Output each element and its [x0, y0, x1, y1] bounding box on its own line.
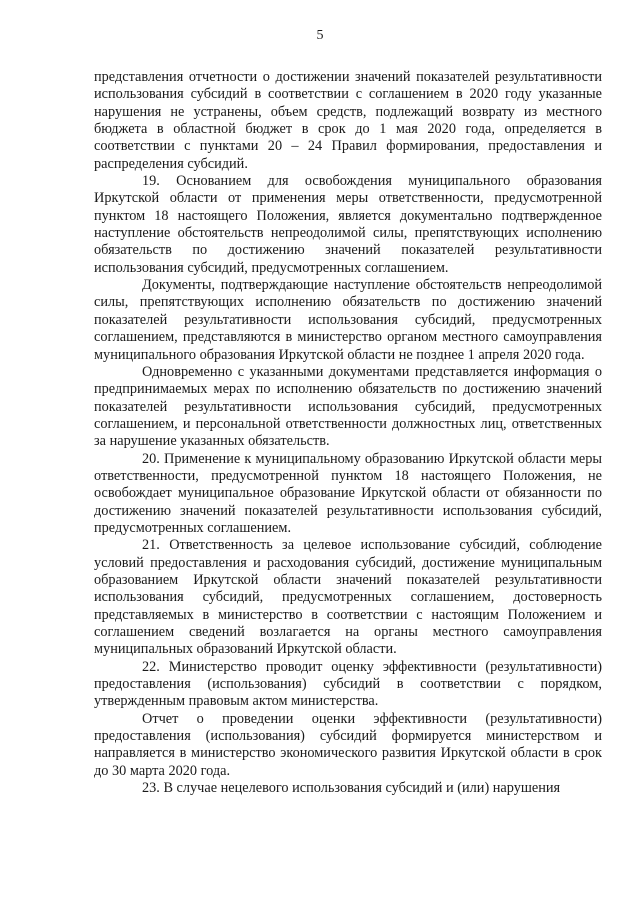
paragraph-item-23: 23. В случае нецелевого использования субсидий и (или) нарушения	[142, 780, 561, 797]
paragraph-continuation: представления отчетности о достижении значений показателей результативности использования субсидий в соответствии с соглашением в 2020 году указанные нарушения не устранены, объем средств, подлежащий возврату из местного бюджета в областной бюджет в срок до 1 мая 2020 года, определяется в соответствии с пунктами 20 – 24 Правил формирования, предоставления и распределения субсидий.	[94, 69, 602, 172]
paragraph-report: Отчет о проведении оценки эффективности (результативности) предоставления (использования) субсидий формируется министерством и направляется в министерство экономического развития Иркутской области в срок до 30 марта 2020 года.	[94, 710, 602, 779]
document-body	[94, 69, 602, 797]
paragraph-documents: Документы, подтверждающие наступление обстоятельств непреодолимой силы, препятствующих исполнению обязательств по достижению значений показателей результативности использования субсидий, предусмотренных соглашением, представляются в министерство органом местного самоуправления муниципального образования Иркутской области не позднее 1 апреля 2020 года.	[94, 277, 602, 363]
paragraph-item-19: 19. Основанием для освобождения муниципального образования Иркутской области от применения меры ответственности, предусмотренной пунктом 18 настоящего Положения, является документально подтвержденное наступление обстоятельств непреодолимой силы, препятствующих исполнению обязательств по достижению значений показателей результативности использования субсидий, предусмотренных соглашением.	[94, 173, 602, 276]
page-number: 5	[316, 28, 324, 43]
paragraph-item-22: 22. Министерство проводит оценку эффективности (результативности) предоставления (использования) субсидий в соответствии с порядком, утвержденным правовым актом министерства.	[94, 658, 602, 710]
paragraph-item-20: 20. Применение к муниципальному образованию Иркутской области меры ответственности, предусмотренной пунктом 18 настоящего Положения, не освобождает муниципальное образование Иркутской области от обязанности по достижению значений показателей результативности использования субсидий, предусмотренных соглашением.	[94, 450, 602, 536]
paragraph-simultaneously: Одновременно с указанными документами представляется информация о предпринимаемых мерах по исполнению обязательств по достижению значений показателей результативности использования субсидий, предусмотренных соглашением, и персональной ответственности должностных лиц, ответственных за нарушение указанных обязательств.	[94, 363, 602, 450]
paragraph-item-21: 21. Ответственность за целевое использование субсидий, соблюдение условий предоставления и расходования субсидий, достижение муниципальным образованием Иркутской области значений показателей результативности использования субсидий, предусмотренных соглашением, достоверность представляемых в министерство в соответствии с настоящим Положением и соглашением сведений возлагается на органы местного самоуправления муниципальных образований Иркутской области.	[94, 537, 602, 658]
